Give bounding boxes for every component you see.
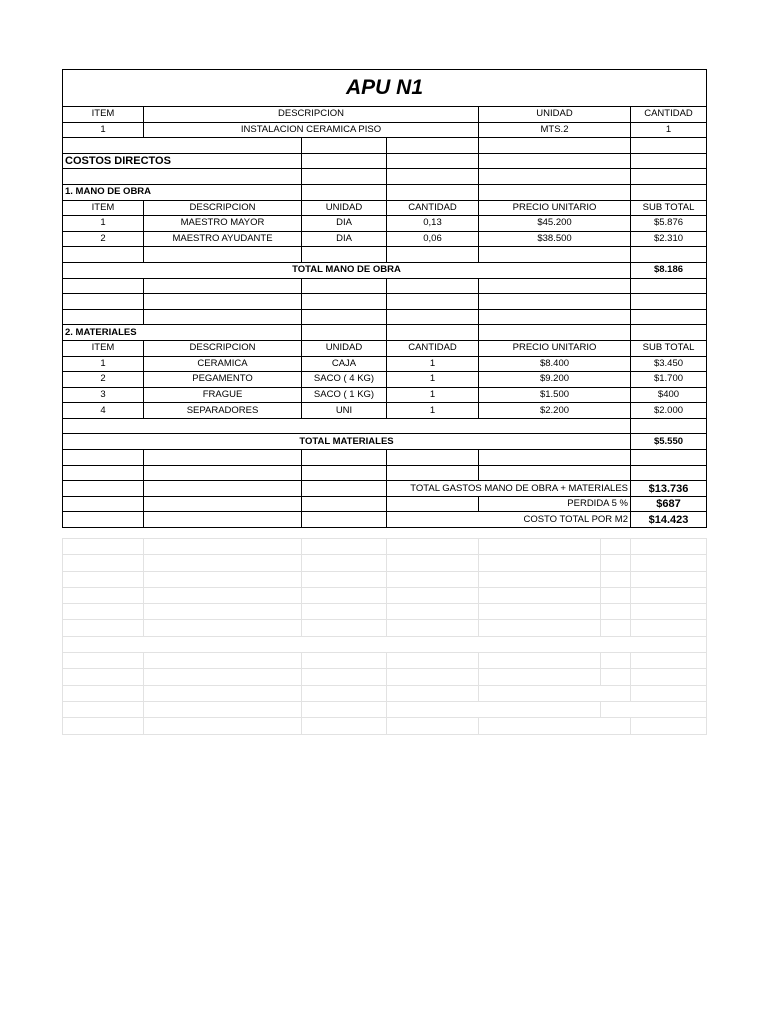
col-unidad: UNIDAD bbox=[302, 340, 387, 356]
perdida-label: PERDIDA 5 % bbox=[479, 496, 631, 512]
mano-de-obra-heading: 1. MANO DE OBRA bbox=[63, 184, 302, 200]
cell-item: 1 bbox=[63, 356, 144, 372]
cell-precio: $2.200 bbox=[479, 403, 631, 419]
total-materiales-label: TOTAL MATERIALES bbox=[63, 434, 631, 450]
table-row bbox=[63, 216, 707, 232]
col-precio-unitario: PRECIO UNITARIO bbox=[479, 340, 631, 356]
col-sub-total: SUB TOTAL bbox=[631, 340, 707, 356]
col-cantidad: CANTIDAD bbox=[387, 200, 479, 216]
cell-descripcion: MAESTRO AYUDANTE bbox=[144, 231, 302, 247]
perdida-value: $687 bbox=[631, 496, 707, 512]
materiales-heading-row bbox=[63, 325, 707, 341]
cell-item: 3 bbox=[63, 387, 144, 403]
materiales-heading: 2. MATERIALES bbox=[63, 325, 302, 341]
empty-gridlines bbox=[62, 538, 707, 735]
cell-subtotal: $5.876 bbox=[631, 216, 707, 232]
cell-unidad: DIA bbox=[302, 216, 387, 232]
col-sub-total: SUB TOTAL bbox=[631, 200, 707, 216]
cell-descripcion: CERAMICA bbox=[144, 356, 302, 372]
cell-subtotal: $2.310 bbox=[631, 231, 707, 247]
table-row bbox=[63, 372, 707, 388]
total-materiales-row bbox=[63, 434, 707, 450]
header-item-label: ITEM bbox=[63, 107, 144, 123]
cell-cantidad: 1 bbox=[387, 356, 479, 372]
cell-unidad: SACO ( 4 KG) bbox=[302, 372, 387, 388]
cell-cantidad: 0,06 bbox=[387, 231, 479, 247]
table-row bbox=[63, 356, 707, 372]
header-unidad: MTS.2 bbox=[479, 122, 631, 138]
total-mano-de-obra-label: TOTAL MANO DE OBRA bbox=[63, 262, 631, 278]
cell-cantidad: 1 bbox=[387, 387, 479, 403]
costos-directos-row bbox=[63, 153, 707, 169]
cell-subtotal: $3.450 bbox=[631, 356, 707, 372]
cell-precio: $9.200 bbox=[479, 372, 631, 388]
cell-precio: $38.500 bbox=[479, 231, 631, 247]
cell-precio: $45.200 bbox=[479, 216, 631, 232]
col-precio-unitario: PRECIO UNITARIO bbox=[479, 200, 631, 216]
total-mano-de-obra-row bbox=[63, 262, 707, 278]
cell-unidad: DIA bbox=[302, 231, 387, 247]
empty-row bbox=[63, 418, 707, 434]
total-gastos-value: $13.736 bbox=[631, 481, 707, 497]
total-gastos-row bbox=[63, 481, 707, 497]
col-descripcion: DESCRIPCION bbox=[144, 200, 302, 216]
page-title: APU N1 bbox=[63, 70, 707, 107]
header-unidad-label: UNIDAD bbox=[479, 107, 631, 123]
empty-row bbox=[63, 169, 707, 185]
costo-total-label: COSTO TOTAL POR M2 bbox=[387, 512, 631, 528]
empty-row bbox=[63, 138, 707, 154]
col-item: ITEM bbox=[63, 340, 144, 356]
costo-total-value: $14.423 bbox=[631, 512, 707, 528]
col-item: ITEM bbox=[63, 200, 144, 216]
cell-precio: $8.400 bbox=[479, 356, 631, 372]
header-labels-row bbox=[63, 107, 707, 123]
cell-item: 2 bbox=[63, 372, 144, 388]
empty-row bbox=[63, 450, 707, 466]
header-descripcion: INSTALACION CERAMICA PISO bbox=[144, 122, 479, 138]
cell-subtotal: $2.000 bbox=[631, 403, 707, 419]
cell-subtotal: $400 bbox=[631, 387, 707, 403]
total-materiales-value: $5.550 bbox=[631, 434, 707, 450]
mano-de-obra-heading-row bbox=[63, 184, 707, 200]
cell-item: 1 bbox=[63, 216, 144, 232]
materiales-columns-row bbox=[63, 340, 707, 356]
header-cantidad-label: CANTIDAD bbox=[631, 107, 707, 123]
cell-item: 4 bbox=[63, 403, 144, 419]
table-row bbox=[63, 387, 707, 403]
cell-precio: $1.500 bbox=[479, 387, 631, 403]
header-descripcion-label: DESCRIPCION bbox=[144, 107, 479, 123]
table-row bbox=[63, 403, 707, 419]
empty-row bbox=[63, 247, 707, 263]
cell-cantidad: 1 bbox=[387, 372, 479, 388]
cell-unidad: UNI bbox=[302, 403, 387, 419]
header-values-row bbox=[63, 122, 707, 138]
col-cantidad: CANTIDAD bbox=[387, 340, 479, 356]
cell-item: 2 bbox=[63, 231, 144, 247]
cell-cantidad: 0,13 bbox=[387, 216, 479, 232]
col-descripcion: DESCRIPCION bbox=[144, 340, 302, 356]
total-gastos-label: TOTAL GASTOS MANO DE OBRA + MATERIALES bbox=[387, 481, 631, 497]
empty-row bbox=[63, 309, 707, 325]
empty-row bbox=[63, 465, 707, 481]
cell-descripcion: SEPARADORES bbox=[144, 403, 302, 419]
cell-cantidad: 1 bbox=[387, 403, 479, 419]
header-cantidad: 1 bbox=[631, 122, 707, 138]
cell-unidad: CAJA bbox=[302, 356, 387, 372]
empty-row bbox=[63, 278, 707, 294]
costo-total-row bbox=[63, 512, 707, 528]
table-row bbox=[63, 231, 707, 247]
col-unidad: UNIDAD bbox=[302, 200, 387, 216]
empty-row bbox=[63, 294, 707, 310]
cell-subtotal: $1.700 bbox=[631, 372, 707, 388]
cell-unidad: SACO ( 1 KG) bbox=[302, 387, 387, 403]
mano-de-obra-columns-row bbox=[63, 200, 707, 216]
cell-descripcion: FRAGUE bbox=[144, 387, 302, 403]
cell-descripcion: MAESTRO MAYOR bbox=[144, 216, 302, 232]
perdida-row bbox=[63, 496, 707, 512]
total-mano-de-obra-value: $8.186 bbox=[631, 262, 707, 278]
header-item: 1 bbox=[63, 122, 144, 138]
cell-descripcion: PEGAMENTO bbox=[144, 372, 302, 388]
costos-directos-heading: COSTOS DIRECTOS bbox=[63, 153, 302, 169]
apu-table bbox=[62, 69, 707, 528]
